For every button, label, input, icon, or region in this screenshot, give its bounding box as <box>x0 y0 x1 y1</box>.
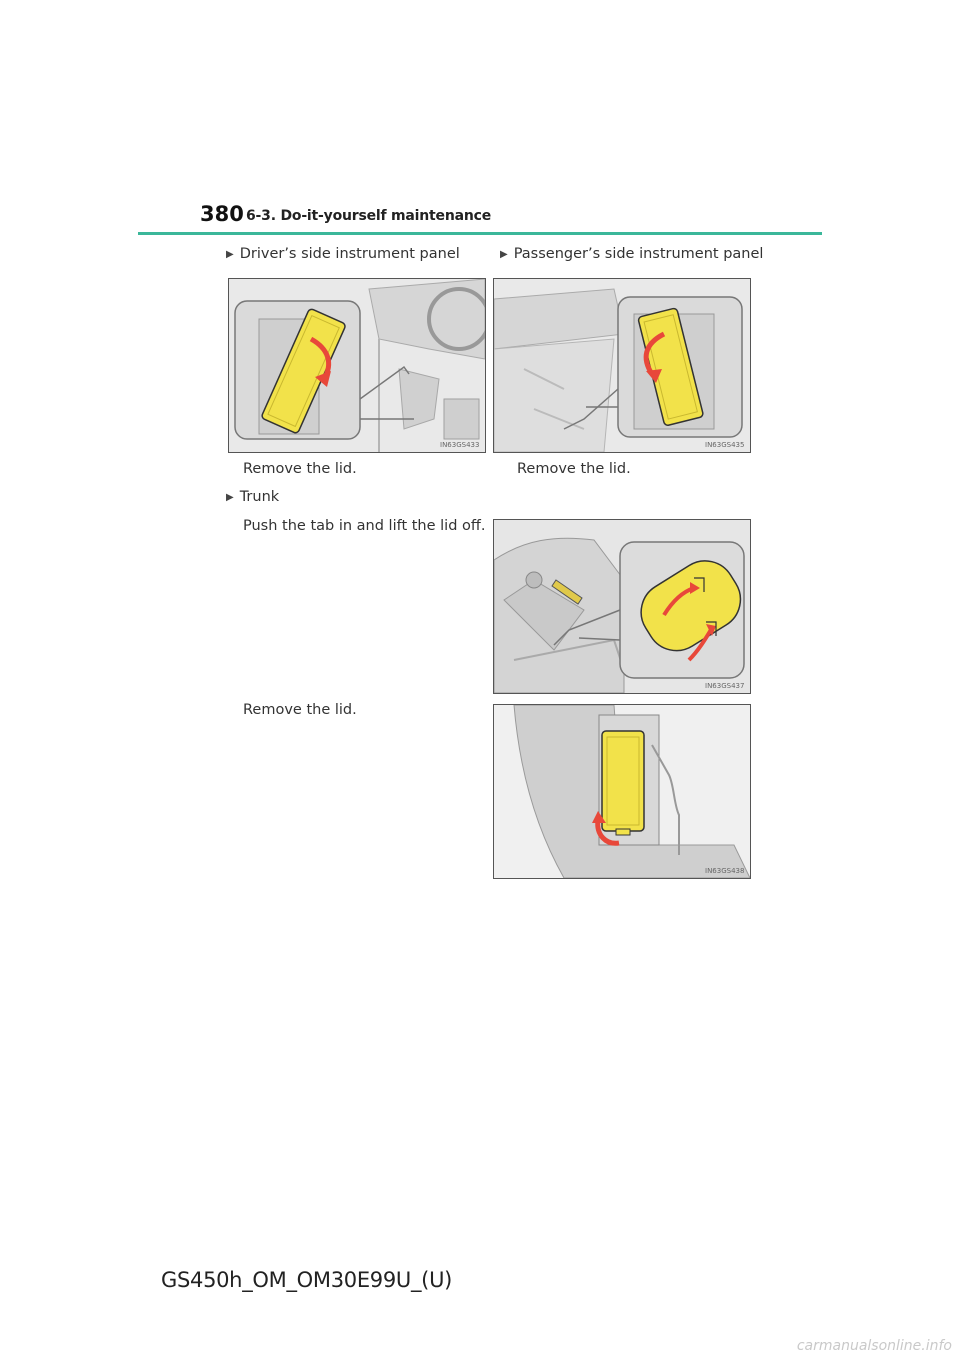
driver-side-heading-label: Driver’s side instrument panel <box>239 246 460 262</box>
trunk-step-1: Push the tab in and lift the lid off. <box>243 518 486 534</box>
trunk-heading-label: Trunk <box>239 489 280 505</box>
triangle-right-icon: ▶ <box>226 492 234 503</box>
driver-fig-code: IN63GS433 <box>440 441 480 449</box>
trunk-figure-2 <box>493 704 751 879</box>
trunk-fig2-code: IN63GS438 <box>705 867 745 875</box>
watermark[interactable]: carmanualsonline.info <box>796 1338 952 1354</box>
passenger-side-heading-label: Passenger’s side instrument panel <box>513 246 764 262</box>
driver-side-heading <box>226 246 460 262</box>
passenger-fig-code: IN63GS435 <box>705 441 745 449</box>
section-title: 6-3. Do-it-yourself maintenance <box>246 208 492 224</box>
trunk-step-2: Remove the lid. <box>243 702 357 718</box>
header-rule <box>138 232 822 235</box>
trunk-fig1-code: IN63GS437 <box>705 682 745 690</box>
triangle-right-icon: ▶ <box>226 249 234 260</box>
triangle-right-icon: ▶ <box>500 249 508 260</box>
footer-model-code: GS450h_OM_OM30E99U_(U) <box>161 1268 453 1292</box>
trunk-heading <box>226 489 279 505</box>
driver-caption: Remove the lid. <box>243 461 357 477</box>
page-number: 380 <box>200 202 244 226</box>
passenger-side-figure <box>493 278 751 453</box>
driver-side-figure <box>228 278 486 453</box>
passenger-side-heading <box>500 246 763 262</box>
trunk-figure-1 <box>493 519 751 694</box>
passenger-caption: Remove the lid. <box>517 461 631 477</box>
